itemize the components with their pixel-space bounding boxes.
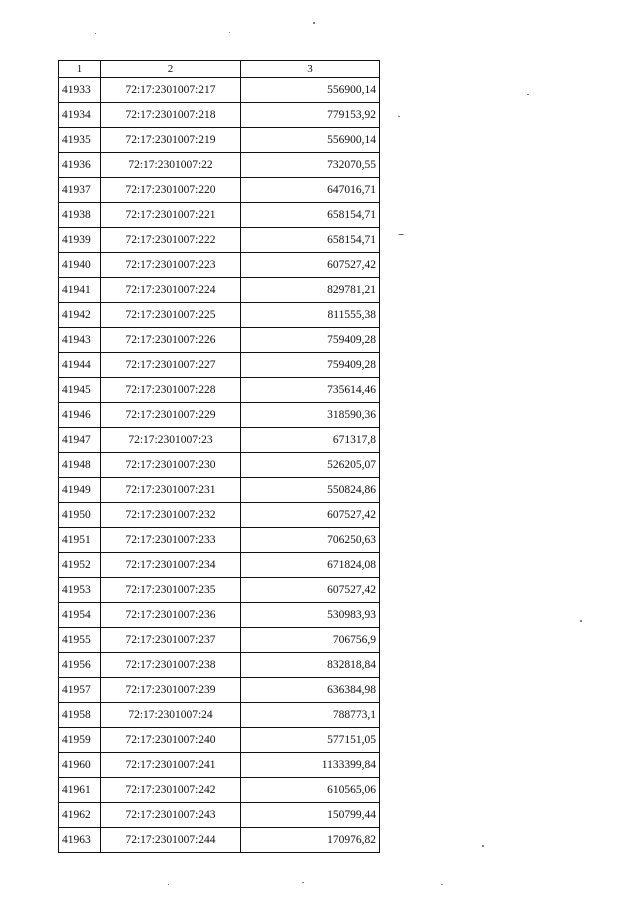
cadastral-value: 607527,42	[241, 503, 380, 528]
cadastral-number: 72:17:2301007:225	[101, 303, 241, 328]
scan-speck	[482, 845, 484, 847]
row-number: 41961	[59, 778, 101, 803]
scan-speck	[302, 882, 304, 883]
cadastral-value: 671317,8	[241, 428, 380, 453]
row-number: 41937	[59, 178, 101, 203]
row-number: 41939	[59, 228, 101, 253]
cadastral-value: 607527,42	[241, 578, 380, 603]
table-header	[59, 61, 380, 78]
table-row	[59, 278, 380, 303]
table-row	[59, 578, 380, 603]
cadastral-number: 72:17:2301007:223	[101, 253, 241, 278]
cadastral-value: 732070,55	[241, 153, 380, 178]
table-row	[59, 103, 380, 128]
cadastral-value: 530983,93	[241, 603, 380, 628]
cadastral-value: 526205,07	[241, 453, 380, 478]
row-number: 41935	[59, 128, 101, 153]
cadastral-number: 72:17:2301007:240	[101, 728, 241, 753]
row-number: 41945	[59, 378, 101, 403]
scan-speck	[168, 884, 169, 885]
scan-speck	[580, 620, 582, 622]
cadastral-number: 72:17:2301007:232	[101, 503, 241, 528]
row-number: 41953	[59, 578, 101, 603]
cadastral-number: 72:17:2301007:224	[101, 278, 241, 303]
cadastral-number: 72:17:2301007:229	[101, 403, 241, 428]
cadastral-number: 72:17:2301007:220	[101, 178, 241, 203]
cadastral-number: 72:17:2301007:24	[101, 703, 241, 728]
row-number: 41954	[59, 603, 101, 628]
row-number: 41947	[59, 428, 101, 453]
cadastral-number: 72:17:2301007:242	[101, 778, 241, 803]
table-row	[59, 328, 380, 353]
row-number: 41957	[59, 678, 101, 703]
cadastral-value: 735614,46	[241, 378, 380, 403]
cadastral-value: 647016,71	[241, 178, 380, 203]
table-row	[59, 128, 380, 153]
table-row	[59, 703, 380, 728]
cadastral-value: 636384,98	[241, 678, 380, 703]
cadastral-value: 556900,14	[241, 78, 380, 103]
table-row	[59, 378, 380, 403]
row-number: 41941	[59, 278, 101, 303]
row-number: 41956	[59, 653, 101, 678]
row-number: 41958	[59, 703, 101, 728]
cadastral-value: 658154,71	[241, 228, 380, 253]
column-header-3: 3	[241, 61, 380, 78]
row-number: 41944	[59, 353, 101, 378]
scan-speck	[95, 33, 96, 34]
cadastral-value: 150799,44	[241, 803, 380, 828]
cadastral-number: 72:17:2301007:233	[101, 528, 241, 553]
cadastral-number: 72:17:2301007:230	[101, 453, 241, 478]
cadastral-value: 706250,63	[241, 528, 380, 553]
cadastral-value: 829781,21	[241, 278, 380, 303]
table-row	[59, 403, 380, 428]
cadastral-number: 72:17:2301007:221	[101, 203, 241, 228]
row-number: 41959	[59, 728, 101, 753]
table-row	[59, 753, 380, 778]
row-number: 41943	[59, 328, 101, 353]
table-row	[59, 653, 380, 678]
cadastral-number: 72:17:2301007:238	[101, 653, 241, 678]
header-row	[59, 61, 380, 78]
scan-speck	[313, 22, 315, 24]
table-row	[59, 78, 380, 103]
scan-speck	[229, 32, 230, 33]
cadastral-value: 318590,36	[241, 403, 380, 428]
table-row	[59, 503, 380, 528]
row-number: 41963	[59, 828, 101, 853]
scan-speck	[527, 94, 529, 95]
cadastral-number: 72:17:2301007:237	[101, 628, 241, 653]
cadastral-number: 72:17:2301007:241	[101, 753, 241, 778]
cadastral-number: 72:17:2301007:222	[101, 228, 241, 253]
cadastral-value: 706756,9	[241, 628, 380, 653]
table-row	[59, 453, 380, 478]
table-row	[59, 178, 380, 203]
row-number: 41951	[59, 528, 101, 553]
cadastral-number: 72:17:2301007:228	[101, 378, 241, 403]
row-number: 41955	[59, 628, 101, 653]
cadastral-value: 577151,05	[241, 728, 380, 753]
cadastral-value: 1133399,84	[241, 753, 380, 778]
cadastral-value-table	[58, 60, 380, 853]
table-row	[59, 253, 380, 278]
cadastral-value: 658154,71	[241, 203, 380, 228]
cadastral-value: 556900,14	[241, 128, 380, 153]
scan-speck	[398, 234, 404, 235]
row-number: 41940	[59, 253, 101, 278]
cadastral-number: 72:17:2301007:244	[101, 828, 241, 853]
cadastral-value: 610565,06	[241, 778, 380, 803]
cadastral-number: 72:17:2301007:219	[101, 128, 241, 153]
cadastral-number: 72:17:2301007:218	[101, 103, 241, 128]
column-header-2: 2	[101, 61, 241, 78]
row-number: 41962	[59, 803, 101, 828]
cadastral-value: 832818,84	[241, 653, 380, 678]
cadastral-value: 788773,1	[241, 703, 380, 728]
cadastral-number: 72:17:2301007:235	[101, 578, 241, 603]
cadastral-value: 759409,28	[241, 328, 380, 353]
row-number: 41942	[59, 303, 101, 328]
row-number: 41952	[59, 553, 101, 578]
table-row	[59, 228, 380, 253]
table-row	[59, 603, 380, 628]
cadastral-value: 811555,38	[241, 303, 380, 328]
cadastral-number: 72:17:2301007:226	[101, 328, 241, 353]
row-number: 41938	[59, 203, 101, 228]
row-number: 41960	[59, 753, 101, 778]
row-number: 41946	[59, 403, 101, 428]
cadastral-value: 607527,42	[241, 253, 380, 278]
table-row	[59, 353, 380, 378]
table-body	[59, 78, 380, 853]
cadastral-number: 72:17:2301007:22	[101, 153, 241, 178]
scan-speck	[441, 884, 443, 885]
table-row	[59, 628, 380, 653]
table-row	[59, 303, 380, 328]
table-row	[59, 428, 380, 453]
row-number: 41933	[59, 78, 101, 103]
table-row	[59, 203, 380, 228]
cadastral-number: 72:17:2301007:231	[101, 478, 241, 503]
cadastral-value: 759409,28	[241, 353, 380, 378]
cadastral-value: 779153,92	[241, 103, 380, 128]
cadastral-number: 72:17:2301007:217	[101, 78, 241, 103]
column-header-1: 1	[59, 61, 101, 78]
cadastral-number: 72:17:2301007:234	[101, 553, 241, 578]
table-row	[59, 153, 380, 178]
row-number: 41948	[59, 453, 101, 478]
row-number: 41950	[59, 503, 101, 528]
table-row	[59, 728, 380, 753]
cadastral-number: 72:17:2301007:23	[101, 428, 241, 453]
cadastral-number: 72:17:2301007:227	[101, 353, 241, 378]
cadastral-number: 72:17:2301007:239	[101, 678, 241, 703]
cadastral-number: 72:17:2301007:236	[101, 603, 241, 628]
cadastral-value: 671824,08	[241, 553, 380, 578]
row-number: 41949	[59, 478, 101, 503]
table-row	[59, 803, 380, 828]
table-row	[59, 478, 380, 503]
cadastral-value: 170976,82	[241, 828, 380, 853]
cadastral-value: 550824,86	[241, 478, 380, 503]
table-row	[59, 678, 380, 703]
cadastral-number: 72:17:2301007:243	[101, 803, 241, 828]
table-row	[59, 778, 380, 803]
table-row	[59, 528, 380, 553]
row-number: 41936	[59, 153, 101, 178]
table-row	[59, 553, 380, 578]
scan-speck	[398, 116, 400, 117]
row-number: 41934	[59, 103, 101, 128]
table-row	[59, 828, 380, 853]
